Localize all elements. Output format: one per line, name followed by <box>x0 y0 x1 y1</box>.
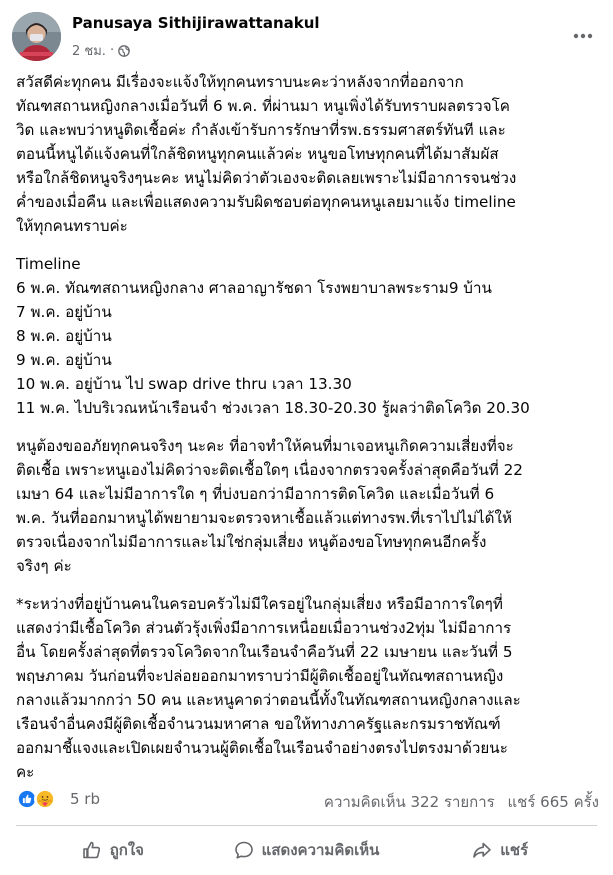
comment-button[interactable] <box>210 830 404 870</box>
post-line: เมษา 64 และไม่มีอาการใด ๆ ที่บ่งบอกว่ามีอาการติดโควิด และเมื่อวันที่ 6 <box>16 485 495 503</box>
post-paragraph-note <box>16 592 604 784</box>
post-body <box>16 70 604 798</box>
globe-icon[interactable] <box>118 45 130 57</box>
post-line: Timeline <box>16 255 81 273</box>
more-options-button[interactable] <box>565 22 601 50</box>
post-line: ตอนนี้หนูได้แจ้งคนที่ใกล้ชิดหนูทุกคนแล้วค่ะ หนูขอโทษทุกคนที่ได้มาสัมผัส <box>16 145 499 163</box>
more-dots-icon <box>573 33 593 39</box>
share-arrow-icon <box>472 840 492 860</box>
reaction-icons[interactable] <box>16 788 56 810</box>
care-icon <box>34 788 56 810</box>
post-header <box>0 0 613 72</box>
divider <box>16 825 597 826</box>
post-line: 10 พ.ค. อยู่บ้าน ไป swap drive thru เวลา 13.30 <box>16 375 352 393</box>
post-line: กลางแล้วมากกว่า 50 คน และหนูคาดว่าตอนนี้ทั้งในทัณฑสถานหญิงกลางและ <box>16 691 521 709</box>
post-line: *ระหว่างที่อยู่บ้านคนในครอบครัวไม่มีใครอยู่ในกลุ่มเสี่ยง หรือมีอาการใดๆที่ <box>16 595 503 613</box>
comment-count[interactable]: ความคิดเห็น 322 รายการ <box>323 793 495 811</box>
post-line: เรือนจำอื่นคงมีผู้ติดเชื้อจำนวนมหาศาล ขอให้ทางภาครัฐและกรมราชทัณฑ์ <box>16 715 501 733</box>
post-line: สวัสดีค่ะทุกคน มีเรื่องจะแจ้งให้ทุกคนทราบนะคะว่าหลังจากที่ออกจาก <box>16 73 464 91</box>
post-paragraph-timeline <box>16 252 604 420</box>
post-paragraph-apology <box>16 434 604 578</box>
action-bar <box>16 830 597 870</box>
meta-separator: · <box>109 43 115 58</box>
post-line: ทัณฑสถานหญิงกลางเมื่อวันที่ 6 พ.ค. ที่ผ่านมา หนูเพิ่งได้รับทราบผลตรวจโค <box>16 97 510 115</box>
avatar[interactable] <box>12 12 61 61</box>
post-line: ออกมาชี้แจงและเปิดเผยจำนวนผู้ติดเชื้อในเรือนจำอย่างตรงไปตรงมาด้วยนะ <box>16 739 508 757</box>
post-line: แสดงว่ามีเชื้อโควิด ส่วนตัวรุ้งเพิ่งมีอาการเหนื่อยเมื่อวานช่วง2ทุ่ม ไม่มีอาการ <box>16 619 512 637</box>
post-line: ค่ำของเมื่อคืน และเพื่อแสดงความรับผิดชอบต่อทุกคนหนูเลยมาแจ้ง timeline <box>16 193 516 211</box>
post-line: พฤษภาคม วันก่อนที่จะปล่อยออกมาทราบว่ามีผู้ติดเชื้ออยู่ในทัณฑสถานหญิง <box>16 667 504 685</box>
post-line: พ.ค. วันที่ออกมาหนูได้พยายามจะตรวจหาเชื้อแล้วแต่ทางรพ.ที่เราไปไม่ได้ให้ <box>16 509 512 527</box>
post-line: จริงๆ ค่ะ <box>16 557 72 575</box>
comment-label: แสดงความคิดเห็น <box>261 841 380 859</box>
post-line: ติดเชื้อ เพราะหนูเองไม่คิดว่าจะติดเชื้อใดๆ เนื่องจากตรวจครั้งล่าสุดคือวันที่ 22 <box>16 461 523 479</box>
post-line: 6 พ.ค. ทัณฑสถานหญิงกลาง ศาลอาญารัชดา โรงพยาบาลพระราม9 บ้าน <box>16 279 492 297</box>
avatar-photo <box>12 12 61 61</box>
post-line: หนูต้องขออภัยทุกคนจริงๆ นะคะ ที่อาจทำให้คนที่มาเจอหนูเกิดความเสี่ยงที่จะ <box>16 437 514 455</box>
comment-icon <box>234 840 254 860</box>
share-label: แชร์ <box>500 841 529 859</box>
author-name[interactable]: Panusaya Sithijirawattanakul <box>72 14 320 32</box>
thumbs-up-icon <box>82 840 102 860</box>
post-paragraph-intro <box>16 70 604 238</box>
reaction-count[interactable]: 5 rb <box>70 790 100 808</box>
like-button[interactable] <box>16 830 210 870</box>
reactions-bar <box>16 786 599 814</box>
post-line: ให้ทุกคนทราบค่ะ <box>16 217 128 235</box>
post-line: อื่น โดยครั้งล่าสุดที่ตรวจโควิดจากในเรือนจำคือวันที่ 22 เมษายน และวันที่ 5 <box>16 643 513 661</box>
post-time[interactable]: 2 ชม. <box>72 44 106 59</box>
post-meta <box>72 40 130 61</box>
post-line: 9 พ.ค. อยู่บ้าน <box>16 351 112 369</box>
post-line: คะ <box>16 763 35 781</box>
post-line: หรือใกล้ชิดหนูจริงๆนะคะ หนูไม่คิดว่าตัวเองจะติดเลยเพราะไม่มีอาการจนช่วง <box>16 169 517 187</box>
post-line: 11 พ.ค. ไปบริเวณหน้าเรือนจำ ช่วงเวลา 18.30-20.30 รู้ผลว่าติดโควิด 20.30 <box>16 399 530 417</box>
share-count[interactable]: แชร์ 665 ครั้ง <box>507 793 599 811</box>
post-line: 8 พ.ค. อยู่บ้าน <box>16 327 112 345</box>
post-line: ตรวจเนื่องจากไม่มีอาการและไม่ใช่กลุ่มเสี่ยง หนูต้องขอโทษทุกคนอีกครั้ง <box>16 533 487 551</box>
share-button[interactable] <box>403 830 597 870</box>
like-label: ถูกใจ <box>109 841 144 859</box>
post-line: 7 พ.ค. อยู่บ้าน <box>16 303 112 321</box>
engagement-stats <box>316 790 599 814</box>
post-line: วิด และพบว่าหนูติดเชื้อค่ะ กำลังเข้ารับการรักษาที่รพ.ธรรมศาสตร์ทันที และ <box>16 121 506 139</box>
